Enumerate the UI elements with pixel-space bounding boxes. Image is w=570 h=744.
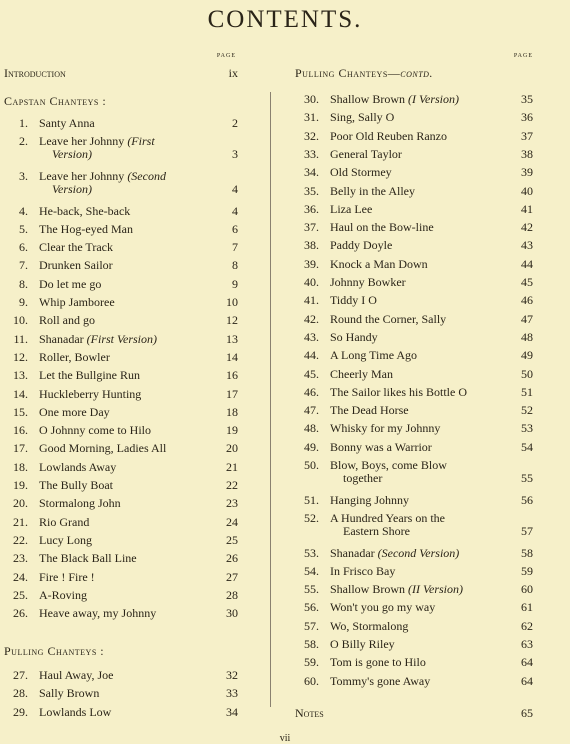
entry-page: 59 <box>521 563 533 578</box>
entry-number: 4. <box>19 203 28 218</box>
section-heading-pulling-contd <box>295 66 533 82</box>
toc-entry[interactable] <box>295 600 533 615</box>
page-column-label: PAGE <box>216 53 236 59</box>
entry-title: Tommy's gone Away <box>330 673 431 688</box>
entry-title: Whisky for my Johnny <box>330 421 441 436</box>
entry-number: 34. <box>304 165 319 180</box>
entry-page: 60 <box>521 582 533 597</box>
entry-number: 42. <box>304 311 319 326</box>
entry-page: 63 <box>521 637 533 651</box>
entry-page: 17 <box>226 386 238 401</box>
contents-right-column <box>295 53 533 720</box>
toc-entry[interactable] <box>295 202 533 217</box>
entry-number: 47. <box>304 403 319 418</box>
entry-number: 26. <box>13 606 28 621</box>
entry-title: Rio Grand <box>39 514 90 529</box>
entry-title: Cheerly Man <box>330 366 393 381</box>
entry-title: Lucy Long <box>39 532 92 547</box>
toc-entry[interactable] <box>4 441 250 456</box>
entry-number: 41. <box>304 293 319 308</box>
toc-entry[interactable] <box>4 570 250 585</box>
entry-page: 9 <box>232 276 238 291</box>
entry-number: 11. <box>13 331 28 346</box>
entry-number: 33. <box>304 146 319 161</box>
entry-page: 28 <box>226 587 238 602</box>
toc-entry[interactable] <box>4 533 250 548</box>
entry-title-continued: Version) <box>52 147 92 162</box>
entry-number: 21. <box>13 514 28 529</box>
entry-page: 49 <box>521 348 533 363</box>
entry-title: Notes <box>295 706 324 720</box>
entry-page: 26 <box>226 551 238 566</box>
entry-page: 24 <box>226 514 238 529</box>
toc-entry[interactable] <box>295 129 533 144</box>
toc-entry[interactable] <box>4 313 250 328</box>
toc-entry[interactable] <box>4 368 250 383</box>
toc-entry[interactable] <box>4 405 250 420</box>
entry-title: Shanadar (First Version) <box>39 331 157 346</box>
entry-title: Drunken Sailor <box>39 258 113 273</box>
entry-title: Knock a Man Down <box>330 256 428 271</box>
toc-entry[interactable] <box>295 293 533 308</box>
toc-entry[interactable] <box>295 421 533 436</box>
toc-entry[interactable] <box>295 220 533 235</box>
entry-page: 25 <box>226 532 238 547</box>
entry-page: 8 <box>232 258 238 273</box>
entry-title: Liza Lee <box>330 201 373 216</box>
entry-number: 28. <box>13 686 28 701</box>
entry-page: 42 <box>521 220 533 235</box>
entry-number: 13. <box>13 368 28 383</box>
entry-number: 32. <box>304 128 319 143</box>
entry-title: Introduction <box>4 66 66 80</box>
entry-page: 41 <box>521 201 533 216</box>
entry-title: Leave her Johnny (First <box>39 134 155 149</box>
entry-number: 7. <box>19 258 28 273</box>
toc-entry[interactable] <box>4 478 250 493</box>
toc-entry[interactable] <box>295 493 533 508</box>
entry-number: 5. <box>19 221 28 236</box>
entry-number: 57. <box>304 618 319 633</box>
entry-page: 61 <box>521 600 533 615</box>
entry-page: 4 <box>232 181 238 196</box>
entry-page: 19 <box>226 423 238 438</box>
entry-title: Lowlands Away <box>39 459 117 474</box>
entry-number: 53. <box>304 545 319 560</box>
toc-entry[interactable] <box>295 147 533 162</box>
entry-number: 44. <box>304 348 319 363</box>
entry-title: Huckleberry Hunting <box>39 386 142 401</box>
entry-title-continued: Version) <box>52 181 92 196</box>
entry-title: Sally Brown <box>39 686 100 701</box>
entry-page: 48 <box>521 329 533 344</box>
entry-page: 50 <box>521 366 533 381</box>
entry-number: 35. <box>304 183 319 198</box>
toc-entry[interactable] <box>4 515 250 530</box>
entry-number: 39. <box>304 256 319 271</box>
entry-title: The Black Ball Line <box>39 551 137 566</box>
entry-number: 6. <box>19 240 28 255</box>
entry-title-continued: Eastern Shore <box>343 523 410 538</box>
entry-page: 37 <box>521 128 533 143</box>
entry-page: 10 <box>226 295 238 309</box>
entry-number: 55. <box>304 582 319 597</box>
entry-title: Tiddy I O <box>330 293 377 308</box>
toc-entry[interactable] <box>4 350 250 365</box>
entry-title: The Dead Horse <box>330 403 409 418</box>
entry-number: 50. <box>304 458 319 472</box>
entry-page: 52 <box>521 403 533 418</box>
entry-page: 47 <box>521 311 533 326</box>
entry-page: 64 <box>521 673 533 688</box>
entry-page: 30 <box>226 606 238 621</box>
toc-entry[interactable] <box>295 184 533 199</box>
entry-title: Good Morning, Ladies All <box>39 441 167 456</box>
entry-page: 56 <box>521 492 533 507</box>
toc-entry[interactable] <box>295 458 533 486</box>
toc-entry[interactable] <box>295 674 533 689</box>
column-divider <box>270 92 271 707</box>
toc-entry[interactable] <box>295 275 533 290</box>
entry-number: 20. <box>13 496 28 511</box>
entry-page: 14 <box>226 349 238 364</box>
entry-number: 22. <box>13 532 28 547</box>
entry-page: 45 <box>521 275 533 289</box>
toc-entry[interactable] <box>4 686 250 701</box>
entry-page: 35 <box>521 92 533 106</box>
section-heading-capstan: Capstan Chanteys : <box>4 94 107 108</box>
toc-entry[interactable] <box>295 619 533 634</box>
entry-number: 2. <box>19 134 28 149</box>
contd-suffix: contd. <box>400 66 433 80</box>
entry-title: Haul Away, Joe <box>39 668 114 682</box>
entry-title: Round the Corner, Sally <box>330 311 447 326</box>
entry-number: 10. <box>13 313 28 328</box>
entry-number: 60. <box>304 673 319 688</box>
entry-number: 24. <box>13 569 28 584</box>
page-column-label: PAGE <box>513 53 533 59</box>
entry-title: O Johnny come to Hilo <box>39 423 151 438</box>
entry-title: Shallow Brown (II Version) <box>330 582 463 597</box>
entry-page: 36 <box>521 110 533 125</box>
entry-title: Heave away, my Johnny <box>39 606 157 621</box>
entry-number: 27. <box>13 668 28 682</box>
entry-number: 18. <box>13 459 28 474</box>
entry-page: 16 <box>226 368 238 383</box>
entry-page: 21 <box>226 459 238 474</box>
entry-page: 2 <box>232 116 238 130</box>
entry-title: Blow, Boys, come Blow <box>330 458 447 472</box>
toc-entry[interactable] <box>295 110 533 125</box>
entry-number: 45. <box>304 366 319 381</box>
entry-title: Old Stormey <box>330 165 392 180</box>
entry-page: 34 <box>226 704 238 719</box>
toc-entry[interactable] <box>4 240 250 255</box>
entry-number: 25. <box>13 587 28 602</box>
entry-number: 29. <box>13 704 28 719</box>
entry-page: 53 <box>521 421 533 436</box>
toc-entry[interactable] <box>4 606 250 621</box>
entry-number: 54. <box>304 563 319 578</box>
entry-page: ix <box>228 66 238 80</box>
entry-page: 62 <box>521 618 533 633</box>
entry-title: Shallow Brown (I Version) <box>330 92 459 106</box>
toc-entry[interactable] <box>295 582 533 597</box>
entry-number: 12. <box>13 349 28 364</box>
entry-number: 49. <box>304 439 319 454</box>
entry-title: Roll and go <box>39 313 95 328</box>
entry-number: 8. <box>19 276 28 291</box>
entry-title: One more Day <box>39 404 110 419</box>
page-title: CONTENTS. <box>207 6 363 33</box>
entry-title: Let the Bullgine Run <box>39 368 140 383</box>
entry-number: 43. <box>304 329 319 344</box>
entry-title: Poor Old Reuben Ranzo <box>330 128 447 143</box>
toc-entry[interactable] <box>295 238 533 253</box>
toc-entry[interactable] <box>4 295 250 310</box>
entry-page: 13 <box>226 331 238 346</box>
entry-title: Santy Anna <box>39 116 95 130</box>
toc-entry[interactable] <box>295 348 533 363</box>
contents-left-column <box>4 53 250 719</box>
entry-page: 40 <box>521 183 533 198</box>
toc-entry[interactable] <box>4 258 250 273</box>
entry-title: In Frisco Bay <box>330 563 396 578</box>
section-heading-pulling: Pulling Chanteys : <box>4 644 105 658</box>
entry-number: 58. <box>304 637 319 651</box>
heading-text: Pulling Chanteys—contd. <box>295 66 433 80</box>
entry-title: Hanging Johnny <box>330 492 409 507</box>
entry-page: 64 <box>521 655 533 670</box>
toc-entry[interactable] <box>295 440 533 455</box>
entry-title: Belly in the Alley <box>330 183 415 198</box>
entry-number: 46. <box>304 384 319 399</box>
toc-entry[interactable] <box>4 668 250 683</box>
entry-page: 55 <box>521 471 533 485</box>
entry-page: 39 <box>521 165 533 180</box>
entry-title: Haul on the Bow-line <box>330 220 434 235</box>
entry-title: Lowlands Low <box>39 704 112 719</box>
entry-title: A Long Time Ago <box>330 348 418 363</box>
entry-title: Do let me go <box>39 276 102 291</box>
entry-page: 6 <box>232 221 238 236</box>
entry-number: 56. <box>304 600 319 615</box>
entry-page: 54 <box>521 439 533 454</box>
entry-number: 3. <box>19 168 28 183</box>
entry-title-continued: together <box>343 471 383 485</box>
entry-title: Fire ! Fire ! <box>39 569 95 584</box>
toc-entry[interactable] <box>295 511 533 539</box>
entry-number: 1. <box>19 116 28 130</box>
toc-entry[interactable] <box>4 169 250 197</box>
entry-number: 30. <box>304 92 319 106</box>
entry-page: 58 <box>521 545 533 560</box>
toc-entry[interactable] <box>4 204 250 219</box>
entry-number: 37. <box>304 220 319 235</box>
entry-title: O Billy Riley <box>330 637 395 651</box>
entry-title: Leave her Johnny (Second <box>39 168 166 183</box>
entry-page: 23 <box>226 496 238 511</box>
entry-page: 46 <box>521 293 533 308</box>
toc-entry[interactable] <box>4 588 250 603</box>
entry-title: Wo, Stormalong <box>330 618 409 633</box>
entry-number: 59. <box>304 655 319 670</box>
entry-title: Stormalong John <box>39 496 121 511</box>
entry-title: He-back, She-back <box>39 203 131 218</box>
entry-title: So Handy <box>330 329 378 344</box>
toc-entry[interactable] <box>4 387 250 402</box>
entry-title: The Hog-eyed Man <box>39 221 133 236</box>
entry-title: Bonny was a Warrior <box>330 439 432 454</box>
entry-title: Sing, Sally O <box>330 110 395 125</box>
toc-entry[interactable] <box>4 134 250 162</box>
entry-number: 36. <box>304 201 319 216</box>
toc-entry[interactable] <box>4 222 250 237</box>
toc-entry[interactable] <box>4 551 250 566</box>
entry-page: 57 <box>521 523 533 538</box>
toc-entry-introduction[interactable] <box>4 66 250 81</box>
page-number: vii <box>279 733 291 744</box>
toc-entry[interactable] <box>295 546 533 561</box>
entry-number: 48. <box>304 421 319 436</box>
entry-title: A-Roving <box>39 587 87 602</box>
toc-entry[interactable] <box>295 403 533 418</box>
entry-title: Roller, Bowler <box>39 349 110 364</box>
toc-entry[interactable] <box>295 564 533 579</box>
entry-title: The Bully Boat <box>39 478 113 492</box>
entry-number: 19. <box>13 478 28 492</box>
entry-number: 38. <box>304 238 319 253</box>
toc-entry[interactable] <box>295 257 533 272</box>
toc-entry[interactable] <box>4 423 250 438</box>
toc-entry[interactable] <box>295 637 533 652</box>
entry-page: 27 <box>226 569 238 584</box>
toc-entry[interactable] <box>295 92 533 107</box>
toc-entry[interactable] <box>295 367 533 382</box>
entry-number: 31. <box>304 110 319 125</box>
toc-entry[interactable] <box>4 460 250 475</box>
entry-page: 33 <box>226 686 238 701</box>
entry-page: 32 <box>226 668 238 682</box>
entry-number: 51. <box>304 492 319 507</box>
entry-page: 22 <box>226 478 238 492</box>
toc-entry[interactable] <box>4 705 250 720</box>
entry-page: 7 <box>232 240 238 255</box>
entry-title: Shanadar (Second Version) <box>330 545 460 560</box>
entry-title: The Sailor likes his Bottle O <box>330 384 467 399</box>
toc-entry[interactable] <box>4 332 250 347</box>
toc-entry[interactable] <box>295 385 533 400</box>
entry-title: Johnny Bowker <box>330 275 406 289</box>
toc-entry[interactable] <box>295 312 533 327</box>
toc-entry[interactable] <box>4 277 250 292</box>
entry-number: 9. <box>19 295 28 309</box>
entry-number: 16. <box>13 423 28 438</box>
entry-page: 44 <box>521 256 533 271</box>
entry-page: 3 <box>232 147 238 162</box>
toc-entry-notes[interactable] <box>295 706 533 721</box>
entry-page: 12 <box>226 313 238 328</box>
entry-page: 43 <box>521 238 533 253</box>
entry-number: 15. <box>13 404 28 419</box>
entry-title: Whip Jamboree <box>39 295 115 309</box>
toc-entry[interactable] <box>295 655 533 670</box>
entry-title: Paddy Doyle <box>330 238 393 253</box>
entry-page: 4 <box>232 203 238 218</box>
toc-entry[interactable] <box>4 496 250 511</box>
entry-title: Clear the Track <box>39 240 113 255</box>
entry-number: 52. <box>304 510 319 525</box>
entry-title: Tom is gone to Hilo <box>330 655 426 670</box>
entry-page: 18 <box>226 404 238 419</box>
entry-page: 65 <box>521 706 533 720</box>
entry-page: 38 <box>521 146 533 161</box>
entry-number: 17. <box>13 441 28 456</box>
entry-number: 40. <box>304 275 319 289</box>
entry-page: 51 <box>521 384 533 399</box>
entry-number: 14. <box>13 386 28 401</box>
toc-entry[interactable] <box>295 165 533 180</box>
toc-entry[interactable] <box>295 330 533 345</box>
entry-title: General Taylor <box>330 146 402 161</box>
entry-title: Won't you go my way <box>330 600 436 615</box>
entry-page: 20 <box>226 441 238 456</box>
entry-number: 23. <box>13 551 28 566</box>
toc-entry[interactable] <box>4 116 250 131</box>
entry-title: A Hundred Years on the <box>330 510 445 525</box>
